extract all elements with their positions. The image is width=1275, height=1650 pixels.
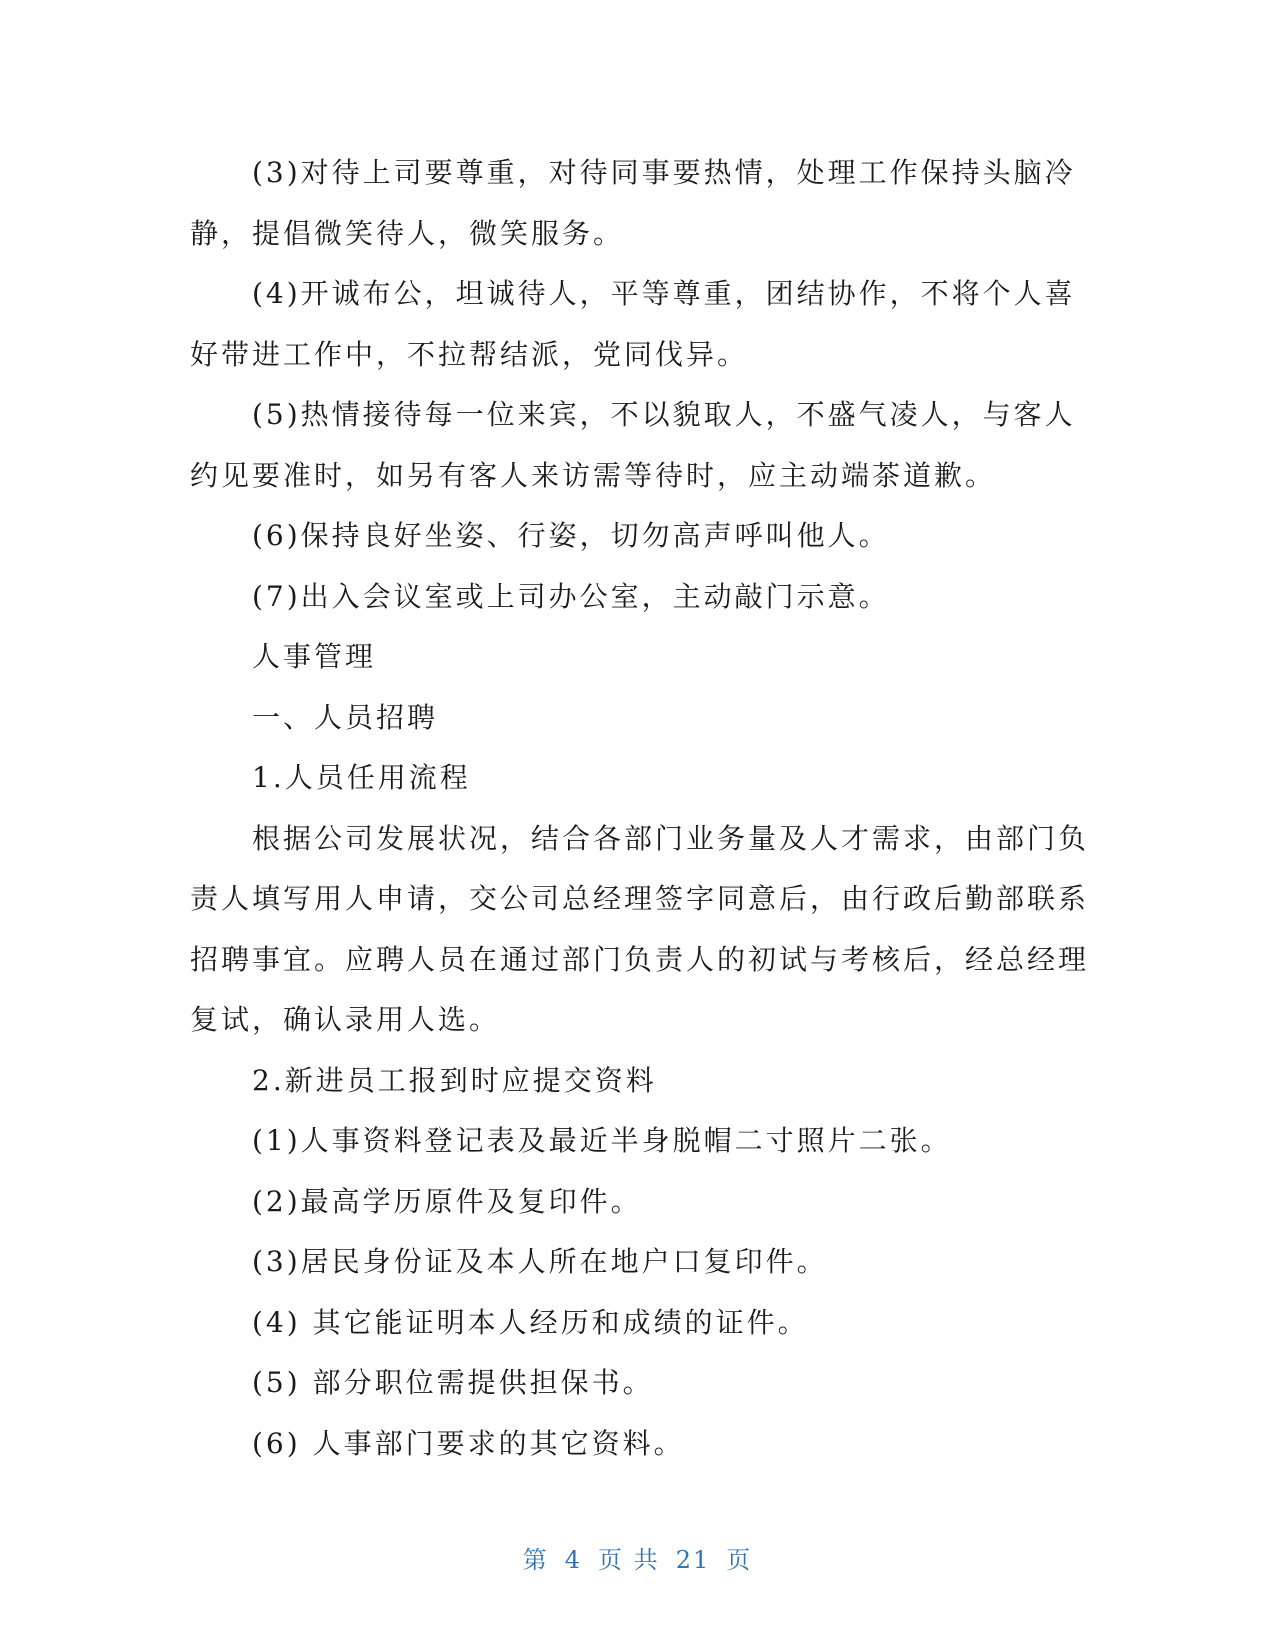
footer-total-pages: 21 — [675, 1546, 711, 1574]
list-item: (1)人事资料登记表及最近半身脱帽二寸照片二张。 — [252, 1124, 952, 1157]
section-heading: 人事管理 — [252, 640, 377, 673]
subsection-heading: 一、人员招聘 — [252, 700, 439, 734]
list-item: (6) 人事部门要求的其它资料。 — [252, 1426, 685, 1460]
paragraph: (5)热情接待每一位来宾，不以貌取人，不盛气凌人，与客人约见要准时，如另有客人来访需等待时，应主动端茶道歉。 — [190, 398, 1076, 492]
footer-prefix: 第 — [522, 1546, 549, 1574]
list-item: (5) 部分职位需提供担保书。 — [252, 1366, 654, 1399]
footer-current-page: 4 — [564, 1546, 583, 1574]
page-footer — [0, 1540, 1275, 1575]
footer-suffix: 页 — [726, 1546, 753, 1574]
footer-middle: 页 共 — [598, 1546, 660, 1574]
paragraph: (7)出入会议室或上司办公室，主动敲门示意。 — [252, 579, 890, 613]
paragraph: 根据公司发展状况，结合各部门业务量及人才需求，由部门负责人填写用人申请，交公司总经理签字同意后，由行政后勤部联系招聘事宜。应聘人员在通过部门负责人的初试与考核后，经总经理复试，确认录用人选。 — [190, 821, 1090, 1036]
paragraph: (4)开诚布公，坦诚待人，平等尊重，团结协作，不将个人喜好带进工作中，不拉帮结派，党同伐异。 — [190, 277, 1076, 371]
paragraph: (6)保持良好坐姿、行姿，切勿高声呼叫他人。 — [252, 519, 890, 552]
item-heading: 2.新进员工报到时应提交资料 — [252, 1063, 657, 1097]
list-item: (2)最高学历原件及复印件。 — [252, 1184, 642, 1218]
paragraph: (3)对待上司要尊重，对待同事要热情，处理工作保持头脑冷静，提倡微笑待人，微笑服务。 — [190, 156, 1076, 250]
list-item: (4) 其它能证明本人经历和成绩的证件。 — [252, 1305, 809, 1339]
item-heading: 1.人员任用流程 — [252, 761, 471, 794]
list-item: (3)居民身份证及本人所在地户口复印件。 — [252, 1245, 828, 1278]
document-body — [190, 143, 1090, 1474]
